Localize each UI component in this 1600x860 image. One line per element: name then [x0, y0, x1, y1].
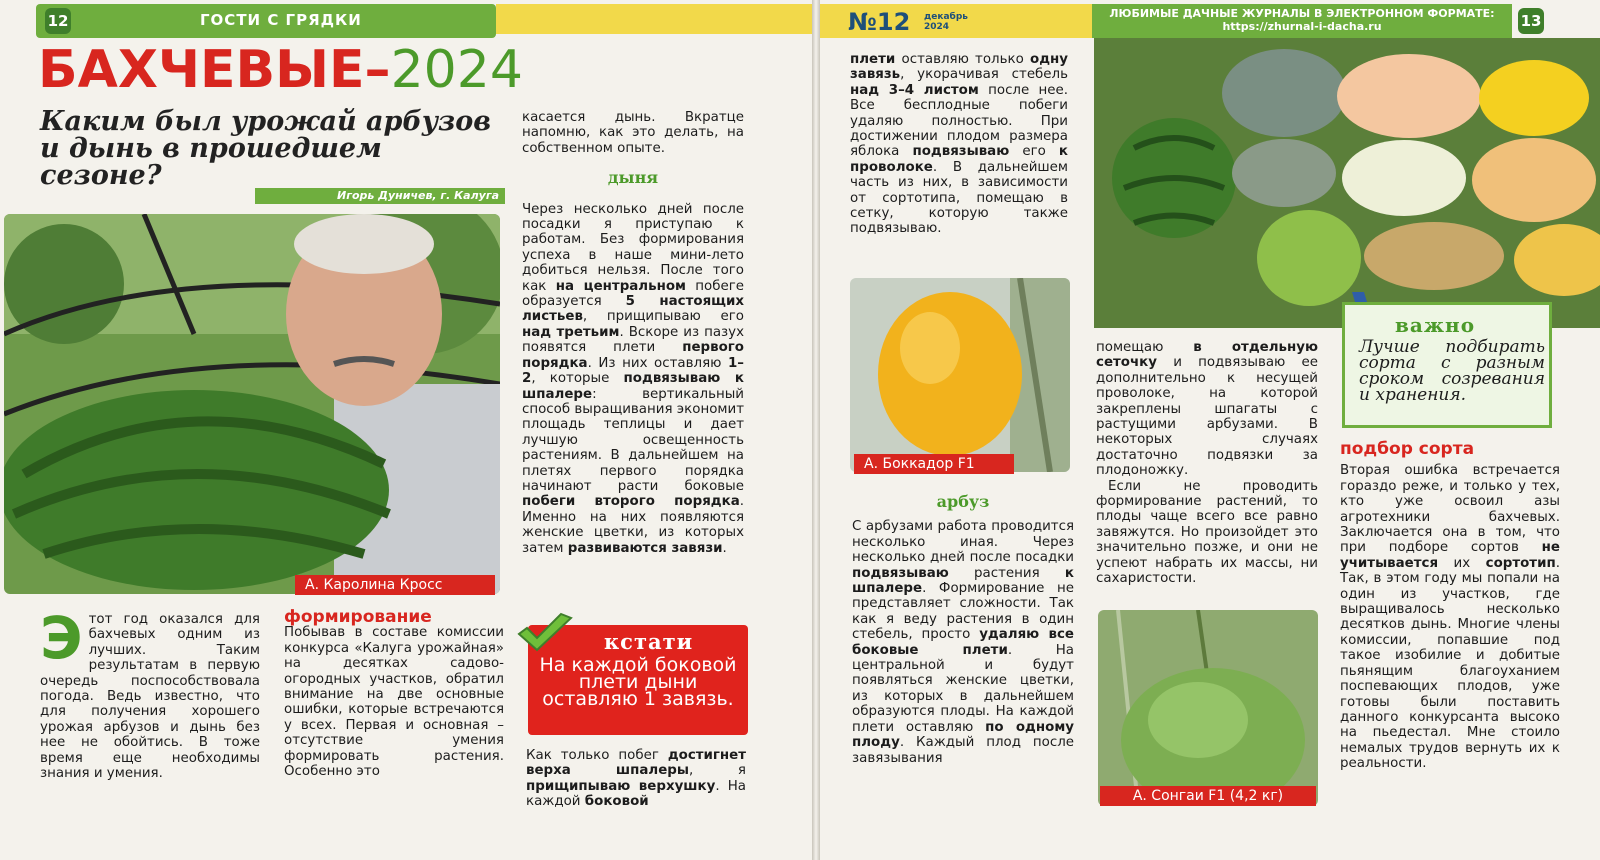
- promo-banner: ЛЮБИМЫЕ ДАЧНЫЕ ЖУРНАЛЫ В ЭЛЕКТРОННОМ ФОРМАТЕ: https://zhurnal-i-dacha.ru: [1092, 4, 1512, 38]
- setka-paragraph: помещаю в отдельную сеточку и подвязываю ее дополнительно к несущей проволоке, на которой закреплены шпагаты с растущими арбузами. В некоторых случаях достаточно подвязки за плодоножку.: [1096, 340, 1318, 479]
- arbuz-paragraph: С арбузами работа проводится несколько иная. Через несколько дней после посадки подвязываю растения к шпалере. Формирование не представляет сложности. Так как я веду растения в один стебель, просто удаляю все боковые плети. На центральной и будут появляться женские цветки, из которых в дальнейшем образуются плоды. На каждой плети оставляю по одному плоду. Каждый плод после завязывания: [852, 519, 1074, 766]
- title-main: БАХЧЕВЫЕ–: [38, 40, 391, 100]
- title-year: 2024: [390, 40, 523, 100]
- article-subtitle: Каким был урожай арбузов и дынь в прошедшем сезоне?: [40, 106, 491, 191]
- column-formirovanie: [284, 607, 504, 780]
- vazhno-title: важно: [1395, 313, 1476, 337]
- column-intro: [40, 604, 260, 782]
- watermelon-photo: [1098, 610, 1318, 806]
- formirovanie-consequence-paragraph: Если не проводить формирование растений, то плоды чаще всего все равно завяжутся. Но произойдет это значительно позже, и они не успеют набрать их массы, ни сахаристости.: [1096, 478, 1318, 587]
- yellow-melon-image: [850, 278, 1070, 472]
- rubric-title: ГОСТИ С ГРЯДКИ: [200, 11, 362, 29]
- dynya-continued: [526, 748, 746, 810]
- section-heading-formirovanie: формирование: [284, 607, 432, 627]
- hanging-watermelon-image: [1098, 610, 1318, 806]
- dynya-intro: касается дынь. Вкратце напомню, как это делать, на собственном опыте.: [522, 110, 744, 156]
- column-podbor: [1340, 439, 1560, 772]
- vazhno-box: [1342, 302, 1552, 428]
- podbor-paragraph: Вторая ошибка встречается гораздо реже, и только у тех, кто уже освоил азы агротехники бахчевых. Заключается она в том, что при подборе сортов не учитывается их сортотип. Так, в этом году мы попали на один из участков, где выращивалось несколько десятков дынь. Многие члены комиссии, попавшие под такое изобилие и добитые пьянящим благоуханием поспевающих плодов, уже готовы были поставить данного конкурсанта высоко на пьедестал. Мне стоило немалых трудов вернуть их к реальности.: [1340, 463, 1560, 772]
- section-heading-dynya: дыня: [607, 168, 659, 188]
- watermelon-caption: А. Сонгаи F1 (4,2 кг): [1100, 786, 1316, 806]
- drop-cap: Э: [40, 604, 83, 672]
- column-setka: [1096, 340, 1318, 587]
- column-arbuz: [852, 494, 1074, 766]
- melons-collection-image: [1094, 38, 1600, 328]
- section-heading-podbor: подбор сорта: [1340, 439, 1475, 459]
- melons-collection-photo: [1094, 38, 1600, 328]
- vazhno-text: Лучше подбирать сорта с разным сроком созревания и хранения.: [1359, 337, 1545, 405]
- byline: Игорь Дуничев, г. Калуга: [255, 188, 505, 204]
- column-dynya: [522, 110, 744, 556]
- dynya-paragraph: Через несколько дней после посадки я приступаю к работам. Без формирования успеха в наше мини-лето добиться нельзя. После того как на центральном побеге образуется 5 настоящих листьев, прищипываю его над третьим. Вскоре из пазух появятся плети первого порядка. Из них оставляю 1–2, которые подвязываю к шпалере: вертикальный способ выращивания экономит площадь теплицы и дает лучшую освещенность растениям. В дальнейшем на плетях первого порядка начинают расти боковые побеги второго порядка. Именно на них появляются женские цветки, из которых затем развиваются завязи.: [522, 201, 744, 556]
- kstati-text: На каждой боковой плети дыни оставляю 1 завязь.: [539, 654, 737, 710]
- formirovanie-text: Побывав в составе комиссии конкурса «Калуга урожайная» на десятках садово-огородных участков, обратил внимание на две основные ошибки, которые встречаются у всех. Первая и основная – отсутствие умения формировать растения. Особенно это: [284, 625, 504, 780]
- page-number-right: 13: [1518, 8, 1544, 34]
- article-title: [38, 40, 523, 100]
- melon-photo: [850, 278, 1070, 472]
- kstati-title: кстати: [604, 629, 694, 654]
- photo-caption: А. Каролина Кросс: [295, 575, 495, 595]
- checkmark-icon: [515, 612, 575, 657]
- header-yellow-strip: [496, 4, 812, 34]
- author-with-watermelon-image: [4, 214, 500, 594]
- author-photo: [4, 214, 500, 594]
- section-heading-arbuz: арбуз: [936, 492, 990, 511]
- issue-date: декабрь 2024: [924, 12, 968, 32]
- magazine-gutter: [812, 0, 820, 860]
- page-number-left: 12: [45, 8, 71, 34]
- dynya-end-paragraph: плети оставляю только одну завязь, укорачивая стебель над 3–4 листом после нее. Все бесплодные побеги удаляю полностью. При достижении плодом размера яблока подвязываю его к проволоке. В дальнейшем часть из них, в зависимости от сортотипа, помещаю в сетку, которую также подвязываю.: [850, 52, 1069, 237]
- issue-number: №12: [848, 8, 911, 36]
- dynya-paragraph-2: Как только побег достигнет верха шпалеры, я прищипываю верхушку. На каждой боковой: [526, 748, 746, 810]
- column-dynya-end: [850, 52, 1068, 237]
- intro-text: тот год оказался для бахчевых одним из лучших. Таким результатам в первую очередь поспособствовала погода. Ведь известно, что для получения хорошего урожая арбузов и дынь без нее не обойтись. В тоже время еще необходимы знания и умения.: [40, 612, 260, 782]
- melon-caption: А. Боккадор F1: [854, 454, 1014, 474]
